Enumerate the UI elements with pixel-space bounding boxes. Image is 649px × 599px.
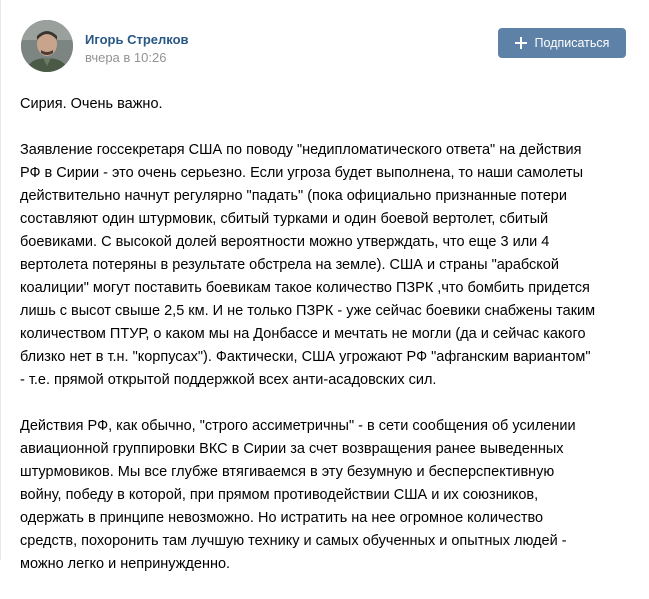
post-paragraph bbox=[20, 139, 632, 392]
post-text-line: количеством ПТУР, о каком мы на Донбассе и мечтать не могли (да и сейчас какого bbox=[20, 326, 586, 342]
post-text-line: боевиками. С высокой долей вероятности можно утверждать, что еще 3 или 4 bbox=[20, 234, 550, 250]
subscribe-button[interactable] bbox=[498, 28, 626, 58]
avatar-photo-icon bbox=[21, 20, 73, 72]
post-paragraph bbox=[20, 415, 632, 576]
post-text-line: составляют один штурмовик, сбитый турками и один боевой вертолет, сбитый bbox=[20, 211, 549, 227]
author-name[interactable]: Игорь Стрелков bbox=[85, 32, 189, 47]
post-text-line: Действия РФ, как обычно, "строго ассиметричны" - в сети сообщения об усилении bbox=[20, 418, 576, 434]
avatar[interactable] bbox=[21, 20, 73, 72]
post-text-line: штурмовиков. Мы все глубже втягиваемся в эту безумную и бесперспективную bbox=[20, 464, 555, 480]
post-text-line: действительно начнут регулярно "падать" (пока официально признанные потери bbox=[20, 188, 567, 204]
post-text-line: вертолета потеряны в результате обстрела на земле). США и страны "арабской bbox=[20, 257, 559, 273]
post-text-line: авиационной группировки ВКС в Сирии за счет возвращения ранее выведенных bbox=[20, 441, 564, 457]
post-text-line: одержать в принципе невозможно. Но истратить на нее огромное количество bbox=[20, 510, 544, 526]
post-text-line: коалиции" могут поставить боевикам такое количество ПЗРК ,что бомбить придется bbox=[20, 280, 590, 296]
post-text-line: войну, победу в которой, при прямом противодействии США и их союзников, bbox=[20, 487, 539, 503]
post-date[interactable]: вчера в 10:26 bbox=[85, 50, 167, 65]
plus-icon bbox=[515, 37, 527, 49]
post-text-line: средств, похоронить там лучшую технику и самых обученных и опытных людей - bbox=[20, 533, 567, 549]
post-text-line: можно легко и непринужденно. bbox=[20, 556, 231, 572]
post-text-line: РФ в Сирии - это очень серьезно. Если угроза будет выполнена, то наши самолеты bbox=[20, 165, 584, 181]
post-text-line: - т.е. прямой открытой поддержкой всех анти-асадовских сил. bbox=[20, 372, 437, 388]
post-text-line: близко нет в т.н. "корпусах"). Фактически, США угрожают РФ "афганским вариантом" bbox=[20, 349, 591, 365]
post-text-line: Заявление госсекретаря США по поводу "недипломатического ответа" на действия bbox=[20, 142, 582, 158]
post-header bbox=[21, 20, 631, 72]
subscribe-button-label: Подписаться bbox=[534, 36, 610, 50]
post-paragraph bbox=[20, 93, 632, 116]
post-text-line: Сирия. Очень важно. bbox=[20, 96, 163, 112]
post-text-line: лишь с высот свыше 2,5 км. И не только ПЗРК - уже сейчас боевики снабжены таким bbox=[20, 303, 596, 319]
post-text bbox=[20, 93, 632, 599]
